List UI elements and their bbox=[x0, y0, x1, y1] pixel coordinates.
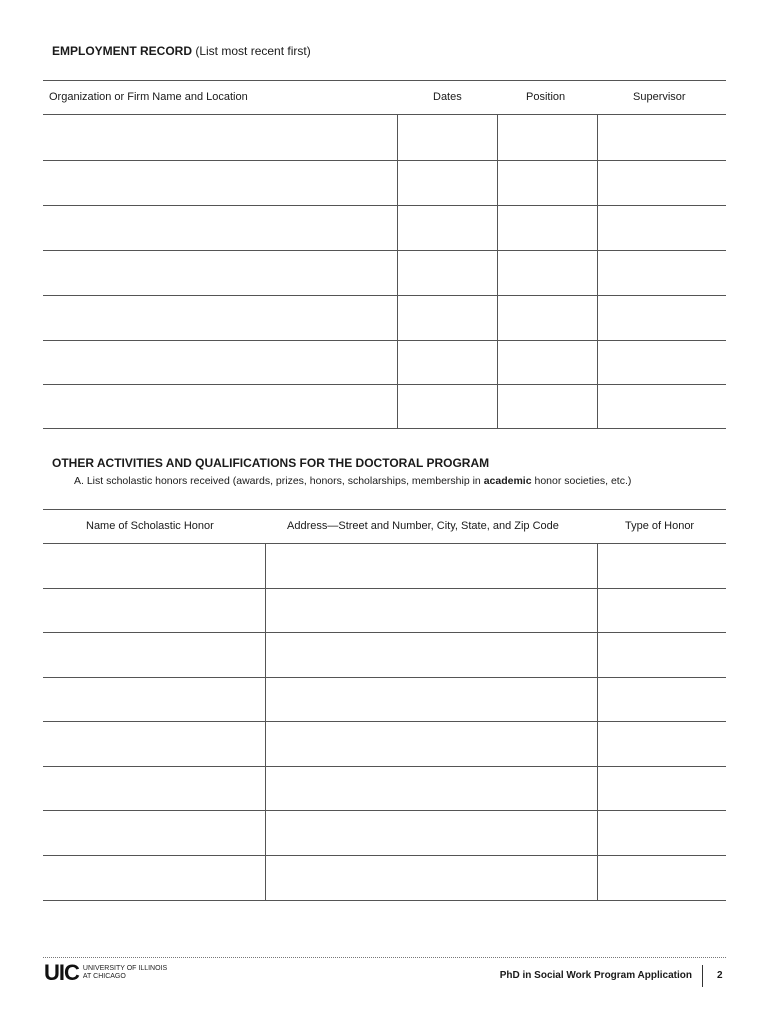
logo-line-chicago: AT CHICAGO bbox=[82, 973, 126, 980]
employment-supervisor-field-3[interactable] bbox=[598, 206, 726, 249]
honor-name-field-3[interactable] bbox=[43, 633, 265, 676]
dates-column-header: Dates bbox=[433, 91, 462, 103]
footer-rule bbox=[43, 957, 726, 958]
page-number: 2 bbox=[717, 970, 723, 981]
employment-position-field-3[interactable] bbox=[498, 206, 597, 249]
position-column-header: Position bbox=[526, 91, 566, 103]
table-bottom-rule bbox=[43, 900, 726, 901]
honor-name-field-2[interactable] bbox=[43, 589, 265, 632]
honor-name-column-header: Name of Scholastic Honor bbox=[86, 520, 214, 532]
employment-supervisor-field-4[interactable] bbox=[598, 251, 726, 294]
employment-dates-field-5[interactable] bbox=[398, 296, 497, 339]
logo-line-university: UNIVERSITY OF ILLINOIS bbox=[82, 965, 168, 972]
employment-dates-field-7[interactable] bbox=[398, 385, 497, 428]
employment-organization-field-1[interactable] bbox=[43, 115, 397, 159]
employment-position-field-1[interactable] bbox=[498, 115, 597, 159]
honor-address-field-3[interactable] bbox=[266, 633, 597, 676]
employment-organization-field-5[interactable] bbox=[43, 296, 397, 339]
honors-instruction bbox=[74, 475, 631, 487]
employment-record-title: EMPLOYMENT RECORD bbox=[52, 44, 193, 58]
honor-address-field-7[interactable] bbox=[266, 811, 597, 854]
activities-heading bbox=[52, 456, 489, 470]
address-column-header: Address—Street and Number, City, State, and Zip Code bbox=[287, 520, 559, 532]
employment-organization-field-6[interactable] bbox=[43, 341, 397, 384]
employment-position-field-4[interactable] bbox=[498, 251, 597, 294]
honor-type-field-4[interactable] bbox=[598, 678, 726, 721]
honor-type-field-2[interactable] bbox=[598, 589, 726, 632]
honor-address-field-5[interactable] bbox=[266, 722, 597, 765]
uic-logo-wordmark bbox=[83, 965, 167, 981]
table-top-rule bbox=[43, 80, 726, 81]
employment-organization-field-2[interactable] bbox=[43, 161, 397, 204]
employment-position-field-2[interactable] bbox=[498, 161, 597, 204]
activities-title: OTHER ACTIVITIES AND QUALIFICATIONS FOR THE DOCTORAL PROGRAM bbox=[52, 456, 490, 470]
employment-position-field-7[interactable] bbox=[498, 385, 597, 428]
employment-dates-field-4[interactable] bbox=[398, 251, 497, 294]
honor-address-field-2[interactable] bbox=[266, 589, 597, 632]
employment-dates-field-6[interactable] bbox=[398, 341, 497, 384]
employment-supervisor-field-6[interactable] bbox=[598, 341, 726, 384]
employment-supervisor-field-2[interactable] bbox=[598, 161, 726, 204]
employment-supervisor-field-5[interactable] bbox=[598, 296, 726, 339]
honor-name-field-7[interactable] bbox=[43, 811, 265, 854]
employment-dates-field-3[interactable] bbox=[398, 206, 497, 249]
honor-type-field-1[interactable] bbox=[598, 544, 726, 588]
honor-name-field-6[interactable] bbox=[43, 767, 265, 810]
honor-address-field-4[interactable] bbox=[266, 678, 597, 721]
employment-organization-field-7[interactable] bbox=[43, 385, 397, 428]
honor-address-field-8[interactable] bbox=[266, 856, 597, 899]
employment-dates-field-1[interactable] bbox=[398, 115, 497, 159]
honor-type-field-5[interactable] bbox=[598, 722, 726, 765]
employment-organization-field-3[interactable] bbox=[43, 206, 397, 249]
honor-name-field-1[interactable] bbox=[43, 544, 265, 588]
employment-supervisor-field-1[interactable] bbox=[598, 115, 726, 159]
table-top-rule bbox=[43, 509, 726, 510]
honor-address-field-1[interactable] bbox=[266, 544, 597, 588]
employment-position-field-6[interactable] bbox=[498, 341, 597, 384]
footer-program-title: PhD in Social Work Program Application bbox=[499, 970, 692, 981]
supervisor-column-header: Supervisor bbox=[633, 91, 686, 103]
footer-divider bbox=[702, 965, 703, 987]
instruction-text-start: A. List scholastic honors received (awards, prizes, honors, scholarships, membership in bbox=[74, 475, 484, 487]
employment-dates-field-2[interactable] bbox=[398, 161, 497, 204]
employment-position-field-5[interactable] bbox=[498, 296, 597, 339]
table-bottom-rule bbox=[43, 428, 726, 429]
honor-name-field-5[interactable] bbox=[43, 722, 265, 765]
honor-type-field-6[interactable] bbox=[598, 767, 726, 810]
employment-supervisor-field-7[interactable] bbox=[598, 385, 726, 428]
honor-name-field-8[interactable] bbox=[43, 856, 265, 899]
employment-record-heading bbox=[52, 44, 311, 58]
honor-type-field-3[interactable] bbox=[598, 633, 726, 676]
uic-logo-mark: UIC bbox=[44, 960, 79, 985]
organization-column-header: Organization or Firm Name and Location bbox=[49, 91, 248, 103]
employment-organization-field-4[interactable] bbox=[43, 251, 397, 294]
honor-type-field-7[interactable] bbox=[598, 811, 726, 854]
instruction-emphasis: academic bbox=[483, 475, 532, 487]
honor-type-field-8[interactable] bbox=[598, 856, 726, 899]
honor-type-column-header: Type of Honor bbox=[625, 520, 695, 532]
honor-address-field-6[interactable] bbox=[266, 767, 597, 810]
employment-record-subtitle: (List most recent first) bbox=[192, 44, 311, 58]
instruction-text-end: honor societies, etc.) bbox=[531, 475, 632, 487]
honor-name-field-4[interactable] bbox=[43, 678, 265, 721]
uic-logo bbox=[44, 962, 167, 984]
